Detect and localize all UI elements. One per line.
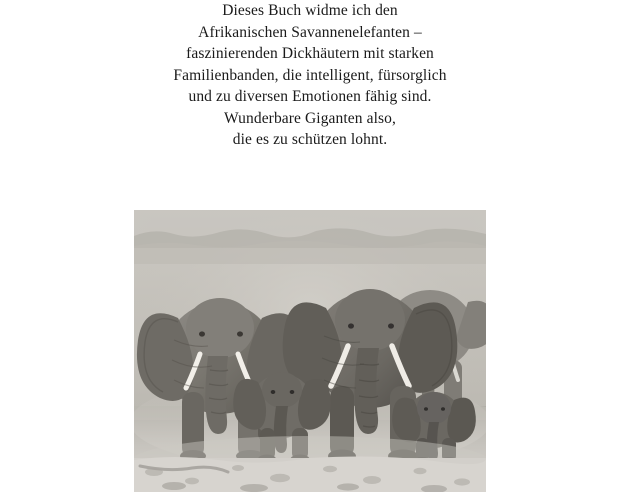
dedication-line: die es zu schützen lohnt. [232, 131, 388, 148]
elephant-photo-figure [134, 210, 486, 492]
dedication-line: Afrikanischen Savannenelefanten – [198, 23, 422, 41]
dedication-line: und zu diversen Emotionen fähig sind. [188, 88, 432, 105]
elephant-herd-photo [134, 210, 486, 492]
dedication-line: Dieses Buch widme ich den [222, 2, 398, 19]
dedication-line: faszinierenden Dickhäutern mit starken [186, 45, 434, 62]
dedication-text-block [0, 0, 620, 151]
dedication-line: Wunderbare Giganten also, [224, 109, 396, 127]
dedication-line: Familienbanden, die intelligent, fürsorglich [173, 66, 447, 84]
